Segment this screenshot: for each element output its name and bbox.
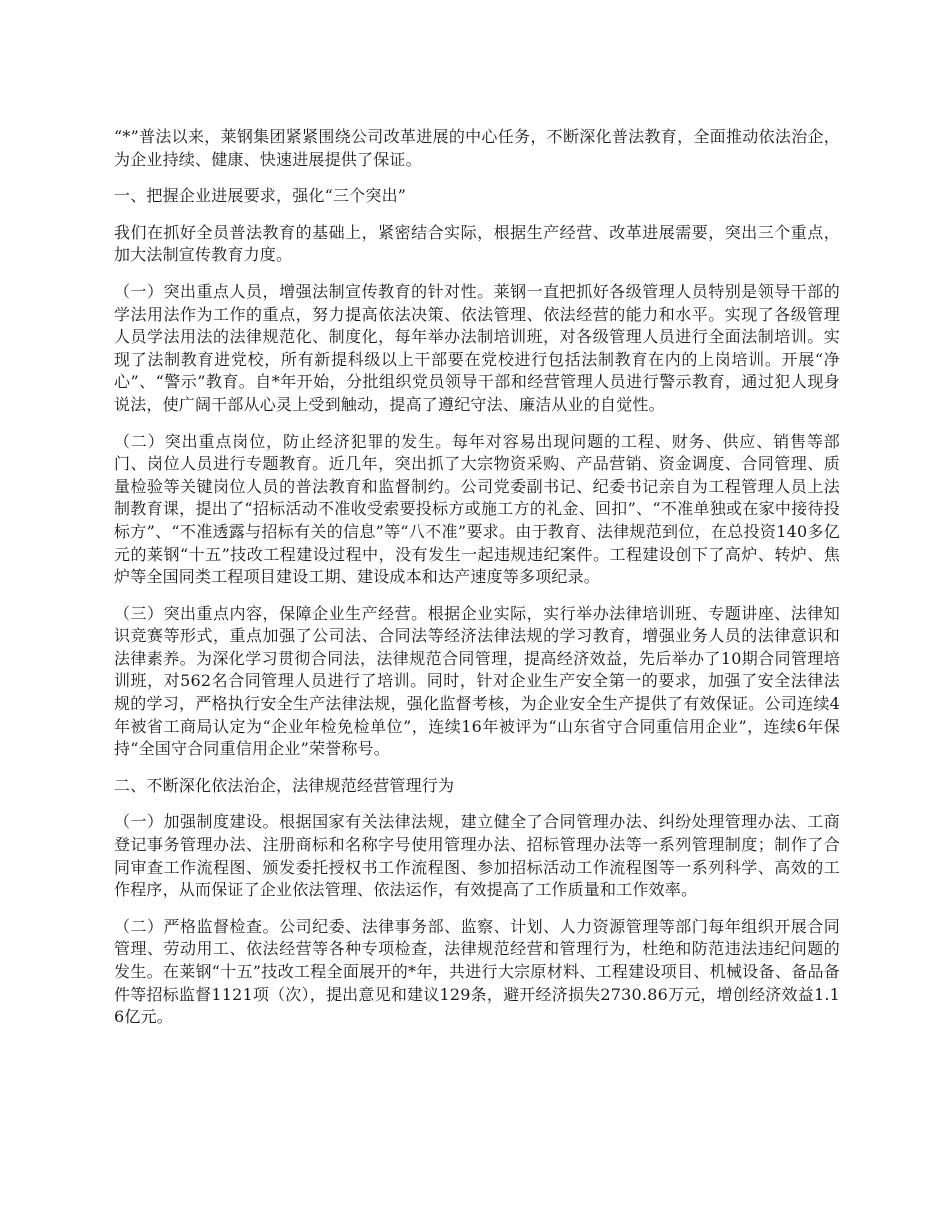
section-heading-2: 二、不断深化依法治企，法律规范经营管理行为 [114,775,455,795]
section-1-intro-paragraph: 我们在抓好全员普法教育的基础上，紧密结合实际，根据生产经营、改革进展需要，突出三个重点，加大法制宣传教育力度。 [114,222,840,265]
intro-paragraph: “*”普法以来，莱钢集团紧紧围绕公司改革进展的中心任务，不断深化普法教育，全面推动依法治企，为企业持续、健康、快速进展提供了保证。 [114,127,840,169]
subsection-1-3-paragraph: （三）突出重点内容，保障企业生产经营。根据企业实际，实行举办法律培训班、专题讲座、法律知识竞赛等形式，重点加强了公司法、合同法等经济法律法规的学习教育，增强业务人员的法律意识和法律素养。为深化学习贯彻合同法，法律规范合同管理，提高经济效益，先后举办了10期合同管理培训班，对562名合同管理人员进行了培训。同时，针对企业生产安全第一的要求，加强了安全法律法规的学习，严格执行安全生产法律法规，强化监督考核，为企业安全生产提供了有效保证。公司连续4年被省工商局认定为“企业年检免检单位”，连续16年被评为“山东省守合同重信用企业”，连续6年保持“全国守合同重信用企业”荣誉称号。 [114,603,840,759]
section-heading-1: 一、把握企业进展要求，强化“三个突出” [114,186,407,206]
subsection-2-1-paragraph: （一）加强制度建设。根据国家有关法律法规，建立健全了合同管理办法、纠纷处理管理办法、工商登记事务管理办法、注册商标和名称字号使用管理办法、招标管理办法等一系列管理制度；制作了合同审查工作流程图、颁发委托授权书工作流程图、参加招标活动工作流程图等一系列科学、高效的工作程序，从而保证了企业依法管理、依法运作，有效提高了工作质量和工作效率。 [114,812,840,900]
subsection-1-1-paragraph: （一）突出重点人员，增强法制宣传教育的针对性。莱钢一直把抓好各级管理人员特别是领导干部的学法用法作为工作的重点，努力提高依法决策、依法管理、依法经营的能力和水平。实现了各级管理人员学法用法的法律规范化、制度化，每年举办法制培训班，对各级管理人员进行全面法制培训。实现了法制教育进党校，所有新提科级以上干部要在党校进行包括法制教育在内的上岗培训。开展“净心”、“警示”教育。自*年开始，分批组织党员领导干部和经营管理人员进行警示教育，通过犯人现身说法，使广阔干部从心灵上受到触动，提高了遵纪守法、廉洁从业的自觉性。 [114,281,840,414]
subsection-2-2-paragraph: （二）严格监督检查。公司纪委、法律事务部、监察、计划、人力资源管理等部门每年组织开展合同管理、劳动用工、依法经营等各种专项检查，法律规范经营和管理行为，杜绝和防范违法违纪问题的发生。在莱钢“十五”技改工程全面展开的*年，共进行大宗原材料、工程建设项目、机械设备、备品备件等招标监督1121项（次），提出意见和建议129条，避开经济损失2730.86万元，增创经济效益1.16亿元。 [114,916,840,1027]
subsection-1-2-paragraph: （二）突出重点岗位，防止经济犯罪的发生。每年对容易出现问题的工程、财务、供应、销售等部门、岗位人员进行专题教育。近几年，突出抓了大宗物资采购、产品营销、资金调度、合同管理、质量检验等关键岗位人员的普法教育和监督制约。公司党委副书记、纪委书记亲自为工程管理人员上法制教育课，提出了“招标活动不准收受索要投标方或施工方的礼金、回扣”、“不准单独或在家中接待投标方”、“不准透露与招标有关的信息”等“八不准”要求。由于教育、法律规范到位，在总投资140多亿元的莱钢“十五”技改工程建设过程中，没有发生一起违规违纪案件。工程建设创下了高炉、转炉、焦炉等全国同类工程项目建设工期、建设成本和达产速度等多项纪录。 [114,431,840,587]
document-body [114,126,840,1043]
